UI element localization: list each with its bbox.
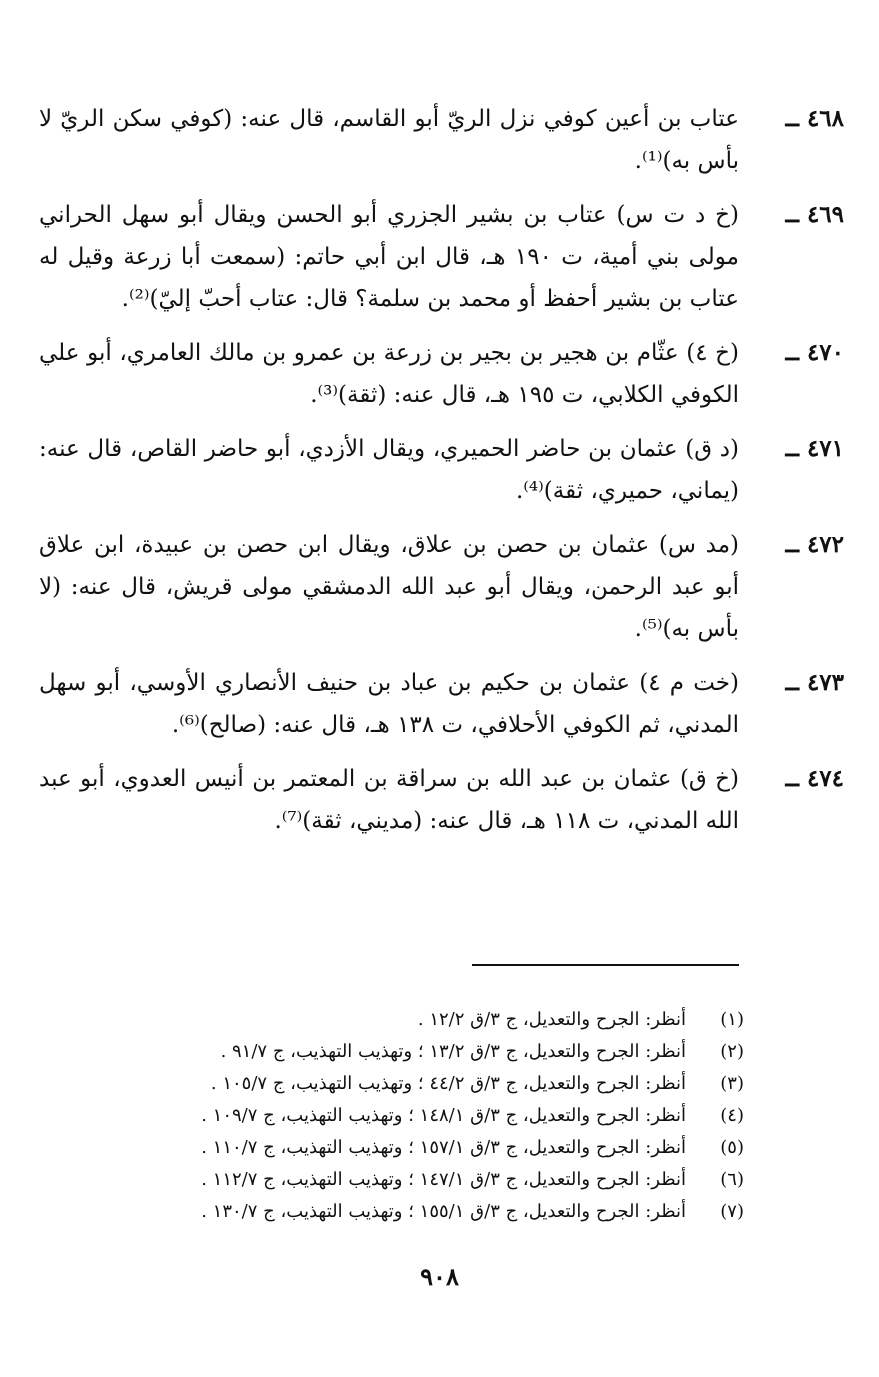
footnote bbox=[124, 1196, 744, 1228]
entry-text: (خ ق) عثمان بن عبد الله بن سراقة بن المعتمر بن أنيس العدوي، أبو عبد الله المدني، ت ١١٨ هـ، قال عنه: (مديني، ثقة)⁽⁷⁾. bbox=[39, 766, 739, 834]
entry-text: عتاب بن أعين كوفي نزل الريّ أبو القاسم، قال عنه: (كوفي سكن الريّ لا بأس به)⁽¹⁾. bbox=[39, 106, 740, 174]
footnote-marker: (٢) bbox=[720, 1041, 744, 1062]
entry-text: (خت م ٤) عثمان بن حكيم بن عباد بن حنيف الأنصاري الأوسي، أبو سهل المدني، ثم الكوفي الأحلافي، ت ١٣٨ هـ، قال عنه: (صالح)⁽⁶⁾. bbox=[39, 670, 740, 738]
entry-number: ٤٧٢ ــ bbox=[785, 531, 844, 558]
footnote bbox=[124, 1036, 744, 1068]
footnote-marker: (٤) bbox=[720, 1105, 744, 1126]
footnote-marker: (١) bbox=[720, 1009, 744, 1030]
footnote-text: أنظر: الجرح والتعديل، ج ٣/ق ٤٤/٢ ؛ وتهذيب التهذيب، ج ١٠٥/٧ . bbox=[210, 1073, 686, 1094]
entry-text: (خ ٤) عثّام بن هجير بن بجير بن زرعة بن عمرو بن مالك العامري، أبو علي الكوفي الكلابي، ت ١٩٥ هـ، قال عنه: (ثقة)⁽³⁾. bbox=[39, 340, 739, 408]
entry-number: ٤٧٠ ــ bbox=[785, 339, 844, 366]
entry-text: (د ق) عثمان بن حاضر الحميري، ويقال الأزدي، أبو حاضر القاص، قال عنه: (يماني، حميري، ثقة)⁽⁴⁾. bbox=[39, 436, 739, 504]
biography-entries bbox=[39, 98, 844, 854]
footnote-text: أنظر: الجرح والتعديل، ج ٣/ق ١٣/٢ ؛ وتهذيب التهذيب، ج ٩١/٧ . bbox=[220, 1041, 686, 1062]
entry-472 bbox=[39, 524, 844, 650]
footnote-marker: (٧) bbox=[720, 1201, 744, 1222]
footnote-text: أنظر: الجرح والتعديل، ج ٣/ق ١٥٧/١ ؛ وتهذيب التهذيب، ج ١١٠/٧ . bbox=[201, 1137, 686, 1158]
entry-469 bbox=[39, 194, 844, 320]
footnote-text: أنظر: الجرح والتعديل، ج ٣/ق ١٥٥/١ ؛ وتهذيب التهذيب، ج ١٣٠/٧ . bbox=[201, 1201, 686, 1222]
entry-text: (خ د ت س) عتاب بن بشير الجزري أبو الحسن ويقال أبو سهل الحراني مولى بني أمية، ت ١٩٠ هـ، قال ابن أبي حاتم: (سمعت أبا زرعة وقيل له عتاب بن بشير أحفظ أو محمد بن سلمة؟ قال: عتاب أحبّ إليّ)⁽²⁾. bbox=[39, 202, 739, 312]
footnote-divider bbox=[472, 964, 739, 966]
footnote-marker: (٦) bbox=[720, 1169, 744, 1190]
entry-474 bbox=[39, 758, 844, 842]
footnote-marker: (٣) bbox=[720, 1073, 744, 1094]
entry-number: ٤٦٨ ــ bbox=[785, 105, 844, 132]
footnote bbox=[124, 1100, 744, 1132]
page-number: ٩٠٨ bbox=[420, 1262, 459, 1291]
footnote-text: أنظر: الجرح والتعديل، ج ٣/ق ١٤٨/١ ؛ وتهذيب التهذيب، ج ١٠٩/٧ . bbox=[201, 1105, 686, 1126]
footnote bbox=[124, 1164, 744, 1196]
entry-473 bbox=[39, 662, 844, 746]
entry-468 bbox=[39, 98, 844, 182]
footnote-text: أنظر: الجرح والتعديل، ج ٣/ق ١٤٧/١ ؛ وتهذيب التهذيب، ج ١١٢/٧ . bbox=[201, 1169, 686, 1190]
footnote bbox=[124, 1132, 744, 1164]
entry-number: ٤٦٩ ــ bbox=[785, 201, 844, 228]
footnotes bbox=[124, 1004, 744, 1228]
entry-471 bbox=[39, 428, 844, 512]
entry-470 bbox=[39, 332, 844, 416]
footnote-marker: (٥) bbox=[720, 1137, 744, 1158]
footnote bbox=[124, 1068, 744, 1100]
entry-number: ٤٧١ ــ bbox=[785, 435, 844, 462]
footnote bbox=[124, 1004, 744, 1036]
entry-text: (مد س) عثمان بن حصن بن علاق، ويقال ابن حصن بن عبيدة، ابن علاق أبو عبد الرحمن، ويقال أبو عبد الله الدمشقي مولى قريش، قال عنه: (لا بأس به)⁽⁵⁾. bbox=[39, 532, 739, 642]
footnote-text: أنظر: الجرح والتعديل، ج ٣/ق ١٢/٢ . bbox=[417, 1009, 686, 1030]
entry-number: ٤٧٣ ــ bbox=[785, 669, 844, 696]
entry-number: ٤٧٤ ــ bbox=[785, 765, 844, 792]
